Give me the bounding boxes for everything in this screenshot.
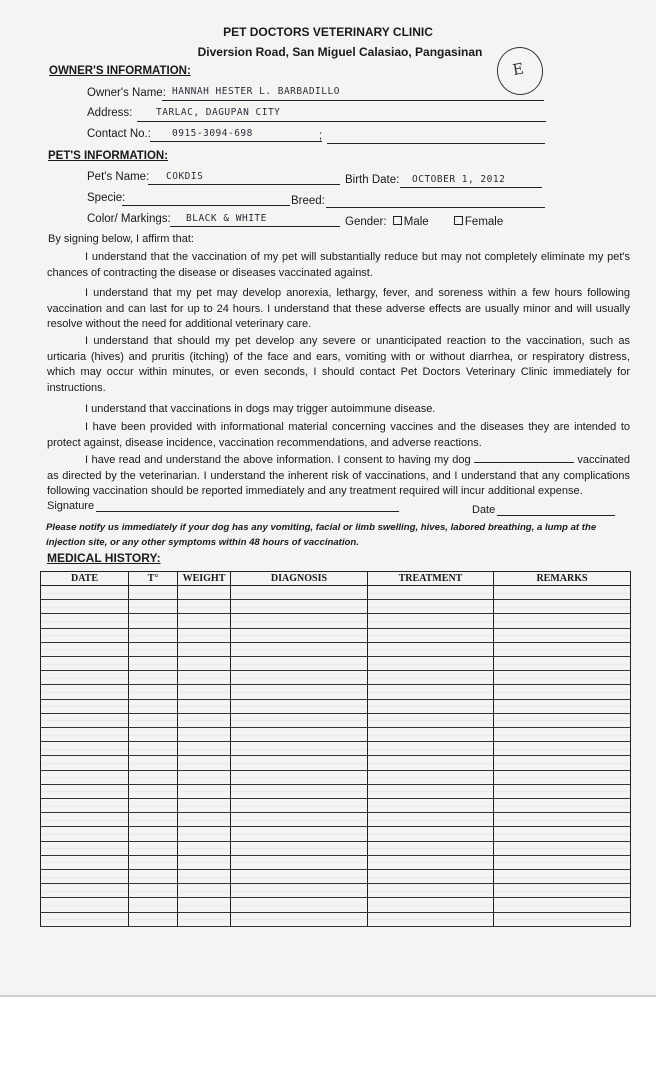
table-cell [129,657,178,671]
table-row [41,855,631,869]
table-row [41,713,631,727]
owner-address-line [137,121,546,122]
table-cell [129,884,178,898]
table-cell [41,628,129,642]
table-cell [231,756,368,770]
table-cell [178,912,231,926]
table-cell [129,784,178,798]
table-cell [494,713,631,727]
table-cell [368,784,494,798]
column-header-date: DATE [41,572,129,586]
contact-separator: ; [319,130,323,142]
table-cell [178,770,231,784]
table-cell [231,614,368,628]
table-cell [41,671,129,685]
owner-name-label: Owner's Name: [87,87,166,99]
table-row [41,770,631,784]
table-cell [368,912,494,926]
owner-address-value: TARLAC, DAGUPAN CITY [156,107,281,118]
female-label: Female [464,216,504,228]
paper-edge [0,995,656,997]
gender-label: Gender: [345,216,387,228]
pet-name-line [148,184,340,185]
table-cell [231,784,368,798]
table-cell [368,671,494,685]
table-cell [129,600,178,614]
table-cell [231,699,368,713]
table-cell [368,699,494,713]
signature-line [96,511,399,512]
table-cell [41,799,129,813]
table-cell [41,898,129,912]
owner-name-value: HANNAH HESTER L. BARBADILLO [172,86,340,97]
table-cell [368,813,494,827]
table-cell [368,799,494,813]
table-row [41,685,631,699]
table-cell [41,685,129,699]
table-row [41,728,631,742]
color-markings-value: BLACK & WHITE [186,213,267,224]
table-cell [368,770,494,784]
table-cell [368,855,494,869]
column-header-treatment: TREATMENT [368,572,494,586]
table-cell [129,699,178,713]
table-cell [178,642,231,656]
table-row [41,827,631,841]
table-cell [178,813,231,827]
table-cell [129,742,178,756]
table-cell [178,614,231,628]
contact-line-2 [327,143,545,144]
table-cell [231,628,368,642]
contact-label: Contact No.: [87,128,151,140]
table-cell [368,642,494,656]
table-cell [368,628,494,642]
table-row [41,586,631,600]
table-cell [178,898,231,912]
male-checkbox [393,216,402,225]
table-cell [368,713,494,727]
medical-history-title: MEDICAL HISTORY: [47,551,161,565]
table-cell [178,657,231,671]
table-cell [494,671,631,685]
table-cell [41,827,129,841]
table-cell [231,813,368,827]
color-markings-label: Color/ Markings: [87,213,171,225]
table-cell [494,784,631,798]
gender-field [345,216,503,228]
contact-value: 0915-3094-698 [172,128,253,139]
consent-paragraph-3 [47,334,630,396]
table-cell [178,855,231,869]
consent-paragraph-3-text: I understand that should my pet develop any severe or unanticipated reaction to the vaccination, such as urticaria (hives) and pruritis (itching) of the face and ears, vomiting with or without diarrhea, or respiratory distress, which may occur within minutes, or even seconds, I should contact Pet Doctors Veterinary Clinic immediately for instructions. [47,335,630,394]
table-cell [178,685,231,699]
table-cell [41,813,129,827]
table-cell [41,699,129,713]
table-cell [231,884,368,898]
owner-address-label: Address: [87,107,133,119]
table-cell [231,600,368,614]
table-cell [494,742,631,756]
consent-paragraph-6-text-b: vaccinated as directed by the veterinarian. I understand the inherent risk of vaccinations, and I understand that any complications following vaccination should be reported immediately and any treatment required will incur additional expense. [47,454,630,498]
table-cell [129,770,178,784]
table-cell [129,728,178,742]
table-cell [231,912,368,926]
table-row [41,657,631,671]
table-cell [231,728,368,742]
color-markings-line [170,226,340,227]
table-cell [231,827,368,841]
table-cell [231,898,368,912]
table-cell [494,841,631,855]
table-cell [494,870,631,884]
table-cell [494,770,631,784]
table-cell [41,912,129,926]
table-cell [178,713,231,727]
table-cell [41,600,129,614]
table-cell [178,784,231,798]
table-cell [41,855,129,869]
table-cell [41,586,129,600]
table-cell [494,657,631,671]
table-cell [231,770,368,784]
table-cell [41,742,129,756]
table-cell [178,827,231,841]
table-cell [231,799,368,813]
consent-paragraph-4-text: I understand that vaccinations in dogs may trigger autoimmune disease. [85,403,436,415]
table-cell [129,855,178,869]
table-cell [494,898,631,912]
table-cell [368,898,494,912]
table-cell [129,799,178,813]
table-cell [368,884,494,898]
table-cell [41,713,129,727]
table-cell [231,671,368,685]
table-cell [368,827,494,841]
table-row [41,813,631,827]
specie-label: Specie: [87,192,126,204]
table-row [41,912,631,926]
breed-line [326,207,545,208]
pet-name-label: Pet's Name: [87,171,150,183]
table-cell [41,614,129,628]
table-cell [494,628,631,642]
table-cell [178,884,231,898]
consent-paragraph-6 [47,452,630,500]
table-cell [129,756,178,770]
birth-date-line [400,187,542,188]
table-cell [41,884,129,898]
table-cell [129,912,178,926]
table-cell [231,870,368,884]
breed-label: Breed: [291,195,325,207]
table-row [41,756,631,770]
table-cell [494,728,631,742]
table-cell [178,600,231,614]
table-cell [368,870,494,884]
table-row [41,841,631,855]
owner-section-title: OWNER'S INFORMATION: [49,65,191,77]
table-row [41,784,631,798]
table-cell [129,642,178,656]
table-cell [494,912,631,926]
consent-paragraph-4 [47,402,630,418]
consent-paragraph-6-text-a: I have read and understand the above information. I consent to having my dog [85,454,471,466]
table-cell [41,728,129,742]
birth-date-label: Birth Date: [345,174,400,186]
table-row [41,799,631,813]
contact-line-1 [150,141,322,142]
dog-name-blank [474,452,574,463]
table-cell [129,671,178,685]
table-row [41,742,631,756]
circled-letter: E [511,59,526,80]
table-cell [494,586,631,600]
clinic-address: Diversion Road, San Miguel Calasiao, Pangasinan [197,45,483,59]
table-cell [231,855,368,869]
table-cell [178,742,231,756]
consent-paragraph-1-text: I understand that the vaccination of my pet will substantially reduce but may not completely eliminate my pet's chances of contracting the disease or diseases vaccinated against. [47,251,630,279]
table-cell [368,586,494,600]
table-cell [178,586,231,600]
consent-paragraph-5-text: I have been provided with informational material concerning vaccines and the diseases they are intended to protect against, disease incidence, vaccination recommendations, and adverse reactions. [47,421,630,449]
table-cell [494,614,631,628]
table-row [41,642,631,656]
table-row [41,870,631,884]
consent-paragraph-2 [47,286,630,333]
table-cell [41,770,129,784]
table-cell [41,870,129,884]
table-cell [178,728,231,742]
consent-intro: By signing below, I affirm that: [48,233,194,245]
notice-text: Please notify us immediately if your dog has any vomiting, facial or limb swelling, hives, labored breathing, a lump at the injection site, or any other symptoms within 48 hours of vaccination. [46,522,597,548]
table-cell [231,841,368,855]
table-cell [41,657,129,671]
column-header-diagnosis: DIAGNOSIS [231,572,368,586]
table-cell [41,841,129,855]
table-cell [231,657,368,671]
clinic-name: PET DOCTORS VETERINARY CLINIC [223,25,433,39]
table-cell [494,642,631,656]
table-cell [231,713,368,727]
table-cell [178,841,231,855]
table-cell [494,855,631,869]
table-cell [494,600,631,614]
date-label: Date [472,504,496,516]
consent-paragraph-2-text: I understand that my pet may develop anorexia, lethargy, fever, and soreness within a few hours following vaccination and can last for up to 24 hours. I understand that these adverse effects are usually minor and will usually resolve without the need for additional veterinary care. [47,287,630,331]
table-row [41,614,631,628]
column-header-remarks: REMARKS [494,572,631,586]
table-cell [494,827,631,841]
table-cell [231,742,368,756]
table-row [41,628,631,642]
table-cell [368,685,494,699]
consent-paragraph-1 [47,250,630,281]
table-cell [129,813,178,827]
pet-section-title: PET'S INFORMATION: [48,150,169,162]
table-cell [368,600,494,614]
table-cell [494,799,631,813]
table-row [41,699,631,713]
table-row [41,884,631,898]
table-cell [129,898,178,912]
table-cell [129,713,178,727]
table-cell [178,756,231,770]
female-checkbox [454,216,463,225]
male-label: Male [403,216,429,228]
table-cell [178,671,231,685]
specie-line [122,205,290,206]
table-cell [129,614,178,628]
table-cell [129,841,178,855]
medical-history-table [40,571,631,927]
table-cell [178,799,231,813]
pet-name-value: COKDIS [166,171,204,182]
table-cell [368,841,494,855]
table-row [41,600,631,614]
table-cell [368,742,494,756]
table-cell [368,614,494,628]
table-header-row [41,572,631,586]
table-cell [494,884,631,898]
table-cell [494,813,631,827]
table-cell [368,728,494,742]
table-cell [368,756,494,770]
column-header-temperature: T° [129,572,178,586]
table-cell [129,586,178,600]
table-cell [178,628,231,642]
signature-label: Signature [47,500,95,512]
table-cell [41,756,129,770]
owner-name-line [162,100,544,101]
table-cell [494,699,631,713]
table-cell [41,784,129,798]
table-cell [494,756,631,770]
table-cell [231,586,368,600]
table-cell [129,870,178,884]
date-line [497,515,615,516]
table-cell [494,685,631,699]
table-cell [368,657,494,671]
table-cell [231,685,368,699]
table-cell [129,628,178,642]
table-cell [178,699,231,713]
table-cell [129,827,178,841]
table-cell [41,642,129,656]
consent-paragraph-5 [47,420,630,451]
birth-date-value: OCTOBER 1, 2012 [412,174,506,185]
table-row [41,671,631,685]
column-header-weight: WEIGHT [178,572,231,586]
table-row [41,898,631,912]
table-cell [178,870,231,884]
table-cell [129,685,178,699]
table-cell [231,642,368,656]
